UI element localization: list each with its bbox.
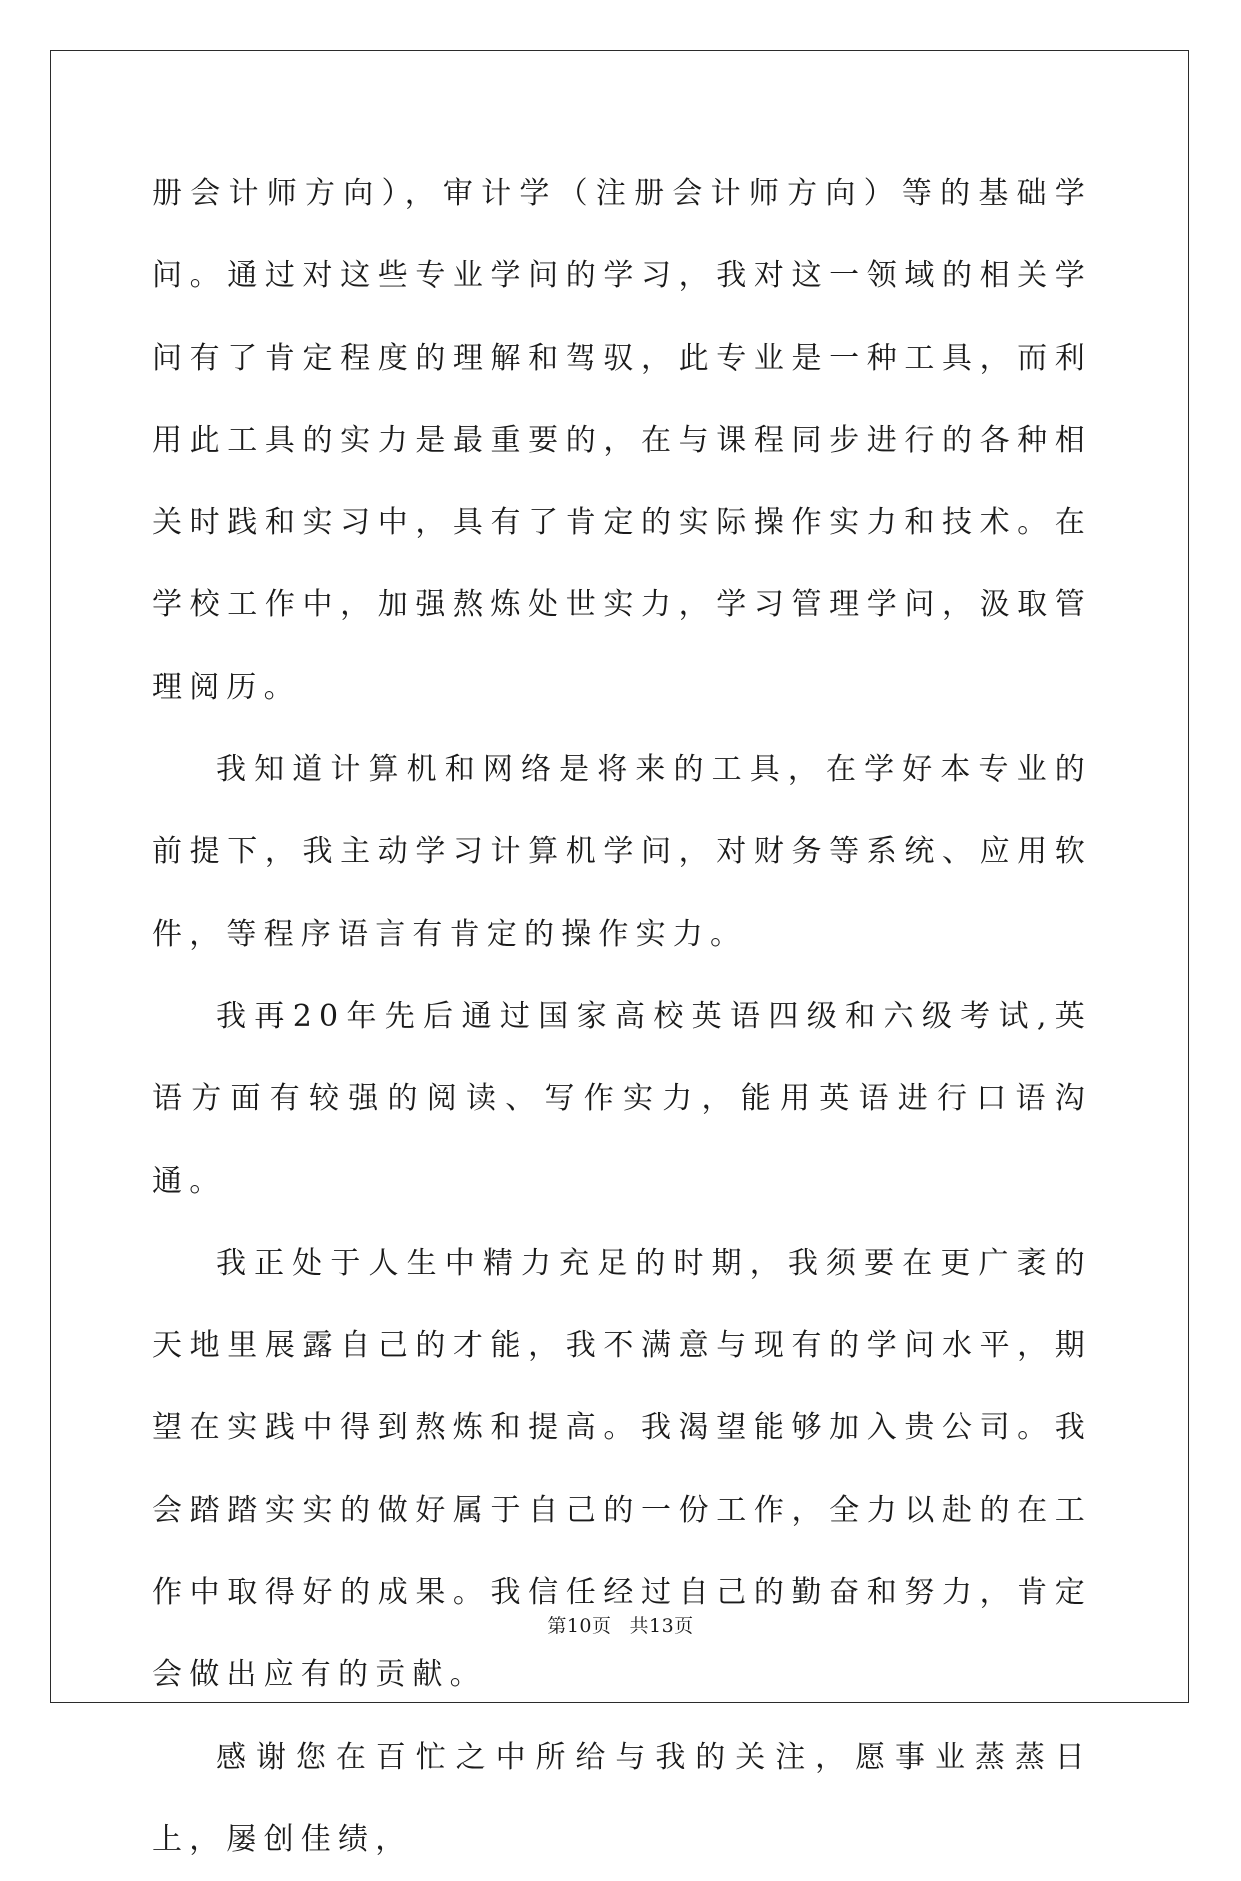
paragraph-4: 我正处于人生中精力充足的时期，我须要在更广袤的天地里展露自己的才能，我不满意与现有的学问水平，期望在实践中得到熬炼和提高。我渴望能够加入贵公司。我会踏踏实实的做好属于自己的一份工作，全力以赴的在工作中取得好的成果。我信任经过自己的勤奋和努力，肯定会做出应有的贡献。 xyxy=(152,1245,1092,1693)
page-number-total: 共13页 xyxy=(629,1615,694,1637)
paragraph-5: 感谢您在百忙之中所给与我的关注，愿事业蒸蒸日上，屡创佳绩， xyxy=(152,1739,1092,1857)
paragraph-2: 我知道计算机和网络是将来的工具，在学好本专业的前提下，我主动学习计算机学问，对财务等系统、应用软件，等程序语言有肯定的操作实力。 xyxy=(152,752,1092,952)
paragraph-3: 我再20年先后通过国家高校英语四级和六级考试,英语方面有较强的阅读、写作实力，能用英语进行口语沟通。 xyxy=(152,998,1092,1199)
page-footer xyxy=(0,1614,1241,1638)
paragraph-1: 册会计师方向），审计学（注册会计师方向）等的基础学问。通过对这些专业学问的学习，我对这一领域的相关学问有了肯定程度的理解和驾驭，此专业是一种工具，而利用此工具的实力是最重要的，在与课程同步进行的各种相关时践和实习中，具有了肯定的实际操作实力和技术。在学校工作中，加强熬炼处世实力，学习管理学问，汲取管理阅历。 xyxy=(152,176,1092,705)
page-number-current: 第10页 xyxy=(547,1615,612,1637)
